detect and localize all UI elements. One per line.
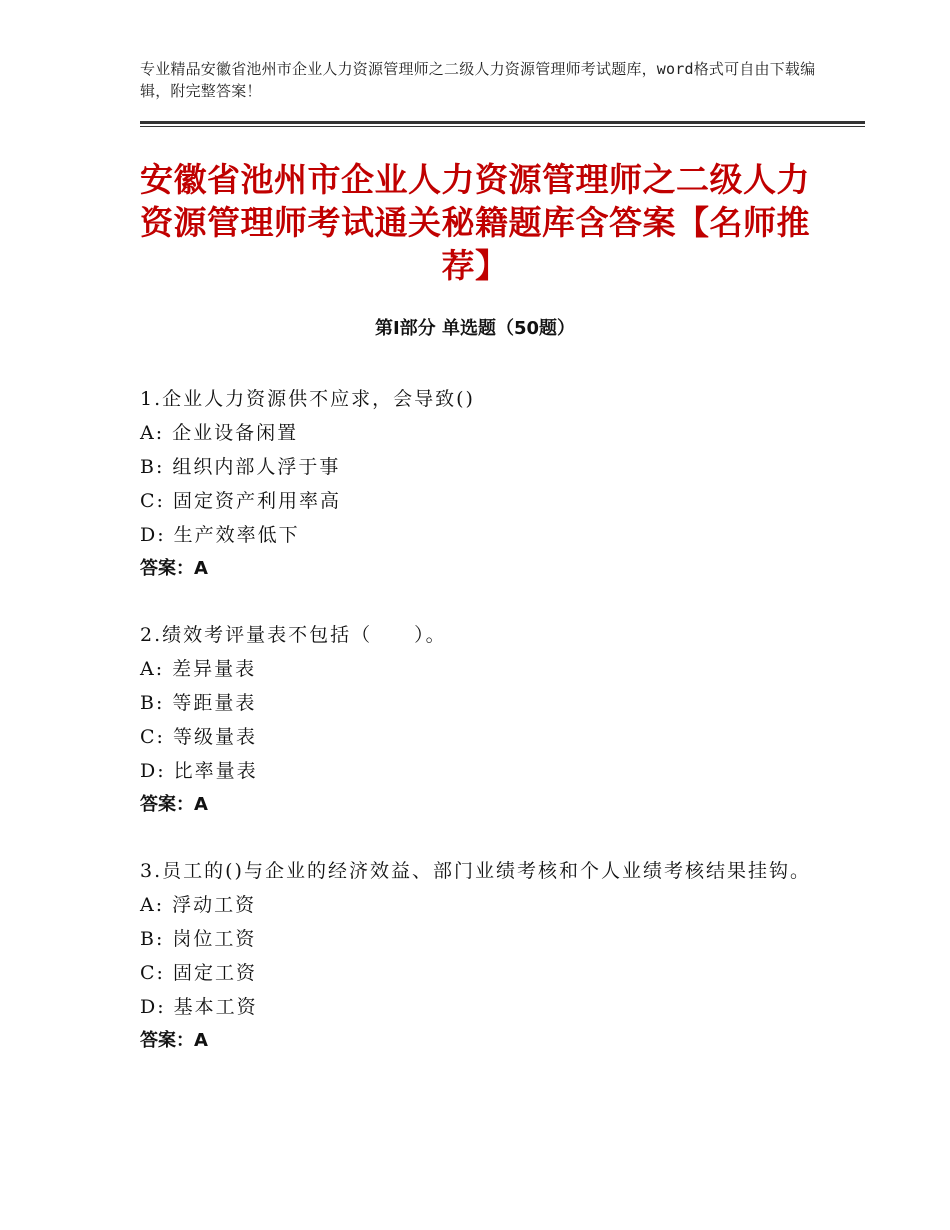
- option-d: D: 生产效率低下: [140, 524, 300, 546]
- option-d: D: 比率量表: [140, 760, 258, 782]
- option-b: B: 岗位工资: [140, 928, 257, 950]
- question-1: [140, 382, 820, 586]
- option-b: B: 组织内部人浮于事: [140, 456, 341, 478]
- option-d: D: 基本工资: [140, 996, 258, 1018]
- header-rule-thick: [140, 121, 865, 124]
- answer-label: 答案：A: [140, 1030, 208, 1051]
- question-2: [140, 618, 820, 822]
- option-a: A: 企业设备闲置: [140, 422, 299, 444]
- option-a: A: 差异量表: [140, 658, 257, 680]
- question-stem: 3.员工的()与企业的经济效益、部门业绩考核和个人业绩考核结果挂钩。: [140, 860, 811, 882]
- option-a: A: 浮动工资: [140, 894, 257, 916]
- document-title: 安徽省池州市企业人力资源管理师之二级人力资源管理师考试通关秘籍题库含答案【名师推荐】: [140, 160, 810, 285]
- header-rule-thin: [140, 126, 865, 127]
- answer-label: 答案：A: [140, 794, 208, 815]
- question-stem: 1.企业人力资源供不应求，会导致(): [140, 388, 475, 410]
- answer-label: 答案：A: [140, 558, 208, 579]
- section-title: 第Ⅰ部分 单选题（50题）: [374, 318, 575, 339]
- option-b: B: 等距量表: [140, 692, 257, 714]
- question-3: [140, 854, 820, 1058]
- question-list: [140, 382, 820, 1090]
- option-c: C: 等级量表: [140, 726, 257, 748]
- header-note: 专业精品安徽省池州市企业人力资源管理师之二级人力资源管理师考试题库，word格式可自由下载编辑，附完整答案！: [140, 60, 816, 100]
- question-stem: 2.绩效考评量表不包括（ ）。: [140, 624, 447, 646]
- option-c: C: 固定资产利用率高: [140, 490, 341, 512]
- option-c: C: 固定工资: [140, 962, 257, 984]
